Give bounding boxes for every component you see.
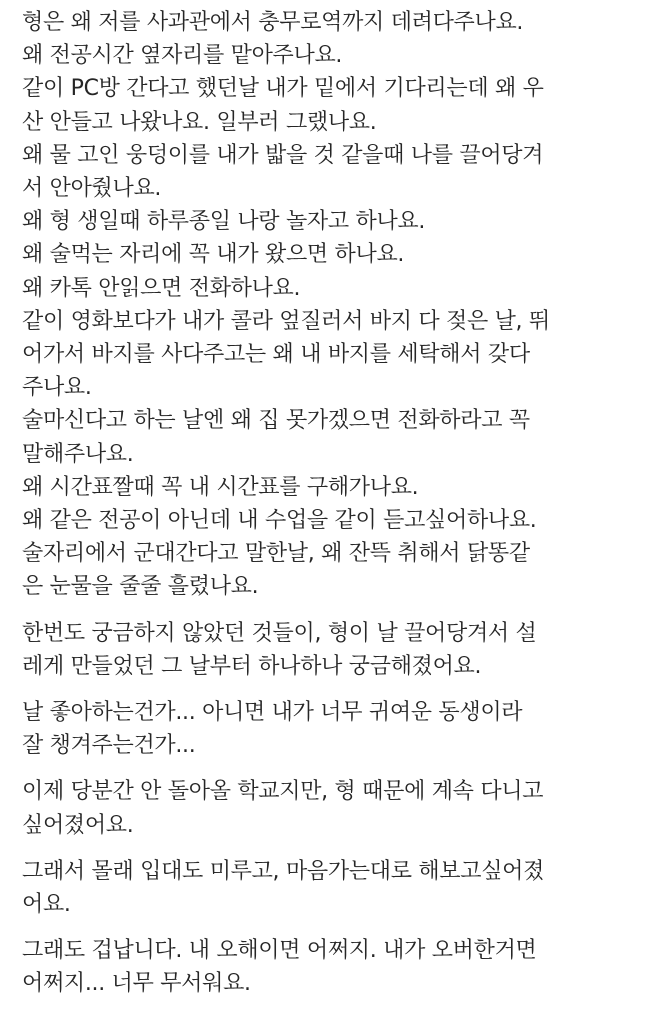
text-line: 술마신다고 하는 날엔 왜 집 못가겠으면 전화하라고 꼭: [22, 408, 530, 434]
text-line: 왜 시간표짤때 꼭 내 시간표를 구해가나요.: [22, 474, 419, 500]
text-line: 같이 PC방 간다고 했던날 내가 밑에서 기다리는데 왜 우: [22, 76, 544, 102]
text-line: 한번도 궁금하지 않았던 것들이, 형이 날 끌어당겨서 설: [22, 620, 537, 646]
text-line: 레게 만들었던 그 날부터 하나하나 궁금해졌어요.: [22, 653, 482, 679]
text-line: 왜 형 생일때 하루종일 나랑 놀자고 하나요.: [22, 209, 426, 235]
paragraph-decision: [22, 855, 656, 921]
text-line: 그래도 겁납니다. 내 오해이면 어쩌지. 내가 오버한거면: [22, 938, 537, 964]
text-line: 잘 챙겨주는건가...: [22, 733, 196, 759]
text-line: 주나요.: [22, 375, 92, 401]
text-line: 그래서 몰래 입대도 미루고, 마음가는대로 해보고싶어졌: [22, 858, 545, 884]
text-line: 어요.: [22, 892, 71, 918]
text-line: 왜 전공시간 옆자리를 맡아주나요.: [22, 43, 343, 69]
text-line: 왜 같은 전공이 아닌데 내 수업을 같이 듣고싶어하나요.: [22, 508, 537, 534]
text-line: 어쩌지... 너무 무서워요.: [22, 971, 251, 997]
paragraph-wondering: [22, 696, 656, 762]
text-line: 왜 술먹는 자리에 꼭 내가 왔으면 하나요.: [22, 242, 405, 268]
text-line: 산 안들고 나왔나요. 일부러 그랬나요.: [22, 109, 377, 135]
text-line: 왜 물 고인 웅덩이를 내가 밟을 것 같을때 나를 끌어당겨: [22, 142, 544, 168]
paragraph-questions: [22, 6, 656, 604]
paragraph-fear: [22, 934, 656, 1000]
text-line: 은 눈물을 줄줄 흘렸나요.: [22, 574, 259, 600]
text-line: 형은 왜 저를 사과관에서 충무로역까지 데려다주나요.: [22, 10, 524, 35]
text-line: 왜 카톡 안읽으면 전화하나요.: [22, 275, 301, 301]
text-line: 날 좋아하는건가... 아니면 내가 너무 귀여운 동생이라: [22, 700, 523, 726]
text-line: 어가서 바지를 사다주고는 왜 내 바지를 세탁해서 갖다: [22, 342, 530, 368]
paragraph-curiosity: [22, 617, 656, 683]
text-line: 싶어졌어요.: [22, 812, 134, 838]
paragraph-school: [22, 775, 656, 841]
text-line: 서 안아줬나요.: [22, 176, 162, 202]
text-line: 이제 당분간 안 돌아올 학교지만, 형 때문에 계속 다니고: [22, 779, 544, 805]
text-line: 같이 영화보다가 내가 콜라 엎질러서 바지 다 젖은 날, 뛰: [22, 308, 550, 334]
text-line: 술자리에서 군대간다고 말한날, 왜 잔뜩 취해서 닭똥같: [22, 541, 530, 567]
text-line: 말해주나요.: [22, 441, 134, 467]
